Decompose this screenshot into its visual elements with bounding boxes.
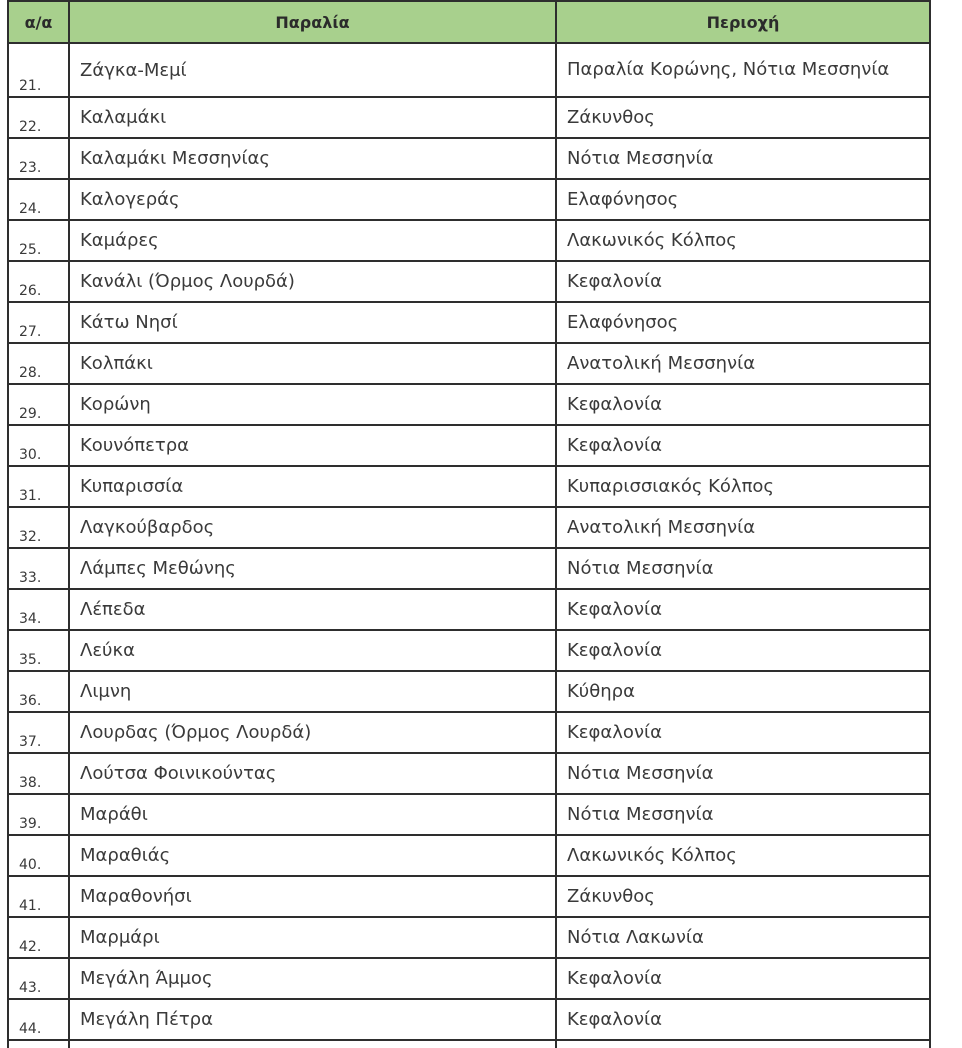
row-number-cell: 42. [8,917,69,958]
row-number-cell: 34. [8,589,69,630]
table-row [8,589,930,630]
column-header-area: Περιοχή [556,1,930,43]
cutoff-cell [8,1040,69,1048]
table-row [8,220,930,261]
beach-name-cell: Κυπαρισσία [69,466,556,507]
beach-name-cell: Λιμνη [69,671,556,712]
area-cell: Λακωνικός Κόλπος [556,220,930,261]
area-cell: Ανατολική Μεσσηνία [556,343,930,384]
row-number-cell: 39. [8,794,69,835]
table-row [8,302,930,343]
area-cell: Λακωνικός Κόλπος [556,835,930,876]
table-row [8,671,930,712]
row-number-cell: 43. [8,958,69,999]
table-row [8,425,930,466]
area-cell: Ελαφόνησος [556,179,930,220]
area-cell: Κύθηρα [556,671,930,712]
beach-name-cell: Λουρδας (Όρμος Λουρδά) [69,712,556,753]
area-cell: Κεφαλονία [556,958,930,999]
column-header-beach: Παραλία [69,1,556,43]
area-cell: Κεφαλονία [556,712,930,753]
table-row [8,630,930,671]
area-cell: Ζάκυνθος [556,97,930,138]
row-number-cell: 44. [8,999,69,1040]
area-cell: Κυπαρισσιακός Κόλπος [556,466,930,507]
area-cell: Παραλία Κορώνης, Νότια Μεσσηνία [556,43,930,97]
beach-name-cell: Λαγκούβαρδος [69,507,556,548]
table-row [8,917,930,958]
row-number-cell: 23. [8,138,69,179]
area-cell: Κεφαλονία [556,425,930,466]
row-number-cell: 32. [8,507,69,548]
table-row [8,261,930,302]
area-cell: Κεφαλονία [556,384,930,425]
table-row [8,712,930,753]
column-header-number: α/α [8,1,69,43]
row-number-cell: 35. [8,630,69,671]
beaches-table-container [7,0,929,1048]
row-number-cell: 41. [8,876,69,917]
table-row [8,179,930,220]
table-row [8,958,930,999]
beach-name-cell: Μαρμάρι [69,917,556,958]
table-row [8,97,930,138]
beach-name-cell: Κάτω Νησί [69,302,556,343]
beach-name-cell: Καμάρες [69,220,556,261]
beach-name-cell: Κουνόπετρα [69,425,556,466]
row-number-cell: 33. [8,548,69,589]
table-header-row [8,1,930,43]
table-row [8,876,930,917]
table-row [8,343,930,384]
beach-name-cell: Ζάγκα-Μεμί [69,43,556,97]
table-row [8,794,930,835]
row-number-cell: 25. [8,220,69,261]
table-row [8,507,930,548]
table-row [8,138,930,179]
beach-name-cell: Καλογεράς [69,179,556,220]
area-cell: Νότια Μεσσηνία [556,138,930,179]
area-cell: Νότια Μεσσηνία [556,753,930,794]
area-cell: Νότια Μεσσηνία [556,794,930,835]
beach-name-cell: Κανάλι (Όρμος Λουρδά) [69,261,556,302]
cutoff-cell [69,1040,556,1048]
beach-name-cell: Μαραθιάς [69,835,556,876]
table-row-cutoff [8,1040,930,1048]
row-number-cell: 26. [8,261,69,302]
row-number-cell: 31. [8,466,69,507]
beach-name-cell: Μαραθονήσι [69,876,556,917]
area-cell: Ζάκυνθος [556,876,930,917]
beach-name-cell: Λέπεδα [69,589,556,630]
beach-name-cell: Μεγάλη Άμμος [69,958,556,999]
area-cell: Κεφαλονία [556,630,930,671]
row-number-cell: 21. [8,43,69,97]
row-number-cell: 40. [8,835,69,876]
beach-name-cell: Κολπάκι [69,343,556,384]
beach-name-cell: Λεύκα [69,630,556,671]
table-row [8,999,930,1040]
row-number-cell: 30. [8,425,69,466]
area-cell: Κεφαλονία [556,261,930,302]
beach-name-cell: Καλαμάκι Μεσσηνίας [69,138,556,179]
area-cell: Κεφαλονία [556,999,930,1040]
table-body [8,43,930,1048]
table-row [8,384,930,425]
row-number-cell: 29. [8,384,69,425]
beach-name-cell: Κορώνη [69,384,556,425]
beach-name-cell: Μεγάλη Πέτρα [69,999,556,1040]
area-cell: Νότια Λακωνία [556,917,930,958]
table-row [8,43,930,97]
area-cell: Νότια Μεσσηνία [556,548,930,589]
area-cell: Κεφαλονία [556,589,930,630]
table-row [8,548,930,589]
row-number-cell: 22. [8,97,69,138]
beach-name-cell: Καλαμάκι [69,97,556,138]
row-number-cell: 27. [8,302,69,343]
beach-name-cell: Μαράθι [69,794,556,835]
area-cell: Ανατολική Μεσσηνία [556,507,930,548]
area-cell: Ελαφόνησος [556,302,930,343]
table-row [8,753,930,794]
beach-name-cell: Λάμπες Μεθώνης [69,548,556,589]
row-number-cell: 36. [8,671,69,712]
row-number-cell: 28. [8,343,69,384]
row-number-cell: 24. [8,179,69,220]
beaches-table [7,0,931,1048]
row-number-cell: 37. [8,712,69,753]
beach-name-cell: Λούτσα Φοινικούντας [69,753,556,794]
row-number-cell: 38. [8,753,69,794]
table-row [8,466,930,507]
cutoff-cell [556,1040,930,1048]
table-row [8,835,930,876]
